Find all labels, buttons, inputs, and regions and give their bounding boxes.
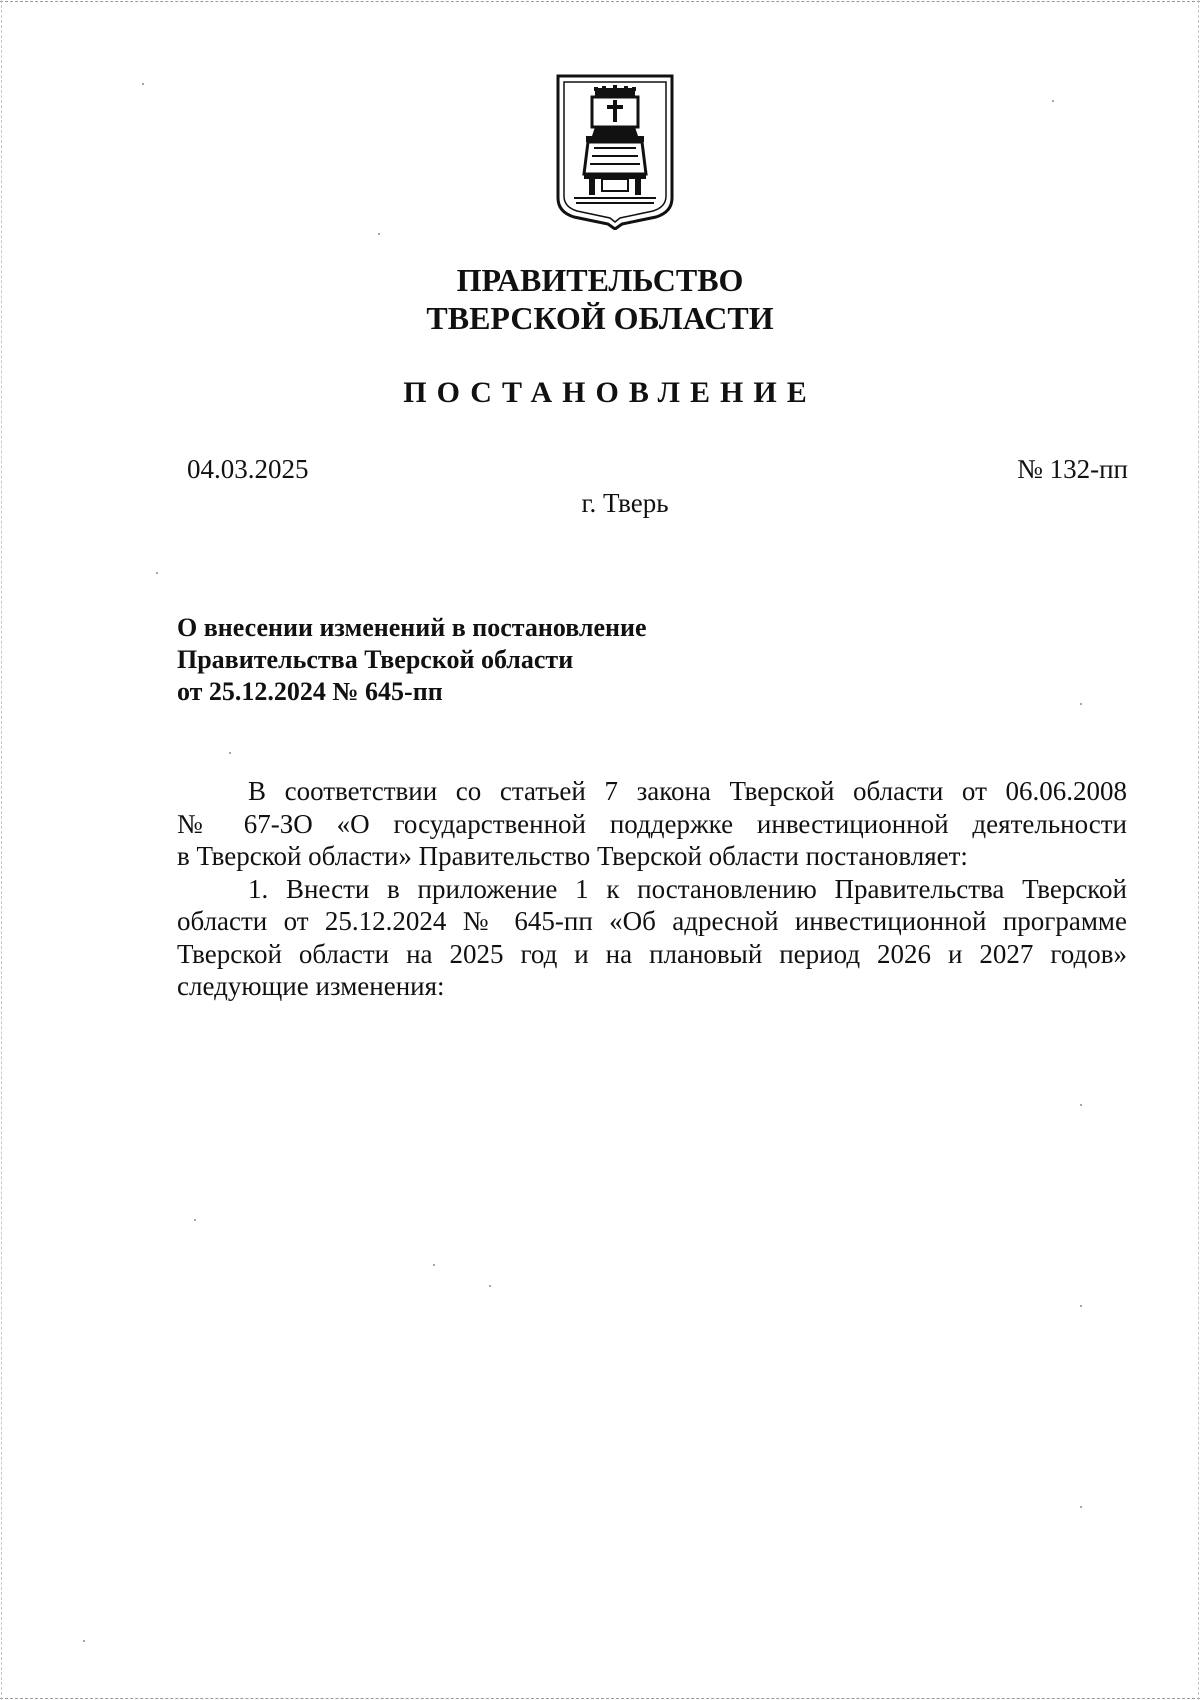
scan-edge-right	[1198, 0, 1199, 1700]
body-line: в Тверской области» Правительство Тверской области постановляет:	[177, 841, 968, 871]
body-line: области от 25.12.2024 № 645-пп «Об адресной инвестиционной программе	[177, 906, 1127, 936]
scan-speck	[83, 1640, 85, 1642]
document-type-title: ПОСТАНОВЛЕНИЕ	[403, 376, 817, 409]
scan-edge-bottom	[0, 1698, 1200, 1699]
scan-speck	[229, 752, 231, 754]
body-line: Тверской области на 2025 год и на плановый период 2026 и 2027 годов»	[177, 938, 1127, 969]
body-line: следующие изменения:	[177, 971, 445, 1001]
body-line: В соответствии со статьей 7 закона Тверской области от 06.06.2008	[248, 776, 1127, 806]
body-line: № 67-ЗО «О государственной поддержке инвестиционной деятельности	[177, 808, 1127, 839]
body-line: 1. Внести в приложение 1 к постановлению Правительства Тверской	[248, 873, 1127, 904]
document-body	[177, 775, 1127, 1003]
scan-speck	[489, 1285, 491, 1287]
scan-speck	[433, 1264, 435, 1266]
document-number: № 132-пп	[1017, 454, 1128, 484]
government-name-line-1: ПРАВИТЕЛЬСТВО	[456, 262, 744, 298]
government-name-line-2: ТВЕРСКОЙ ОБЛАСТИ	[426, 300, 774, 336]
scan-speck	[194, 1219, 196, 1221]
scan-speck	[1080, 703, 1082, 705]
paragraph-preamble	[177, 775, 1127, 873]
scan-speck	[1080, 1506, 1082, 1508]
subject-line: Правительства Тверской области	[177, 645, 574, 674]
scan-edge-left	[1, 0, 2, 1700]
scan-speck	[1080, 1104, 1082, 1106]
document-city: г. Тверь	[581, 488, 669, 518]
document-subject	[177, 612, 877, 708]
tver-coat-of-arms-icon	[554, 74, 676, 230]
scan-speck	[378, 233, 380, 235]
scan-speck	[142, 83, 144, 85]
document-date: 04.03.2025	[187, 454, 309, 484]
paragraph-item-1	[177, 873, 1127, 1003]
subject-line: О внесении изменений в постановление	[177, 613, 647, 642]
scan-speck	[1080, 1305, 1082, 1307]
scan-speck	[1052, 100, 1054, 102]
subject-line: от 25.12.2024 № 645-пп	[177, 677, 443, 706]
scan-edge-top	[0, 1, 1200, 2]
scan-speck	[156, 572, 158, 574]
